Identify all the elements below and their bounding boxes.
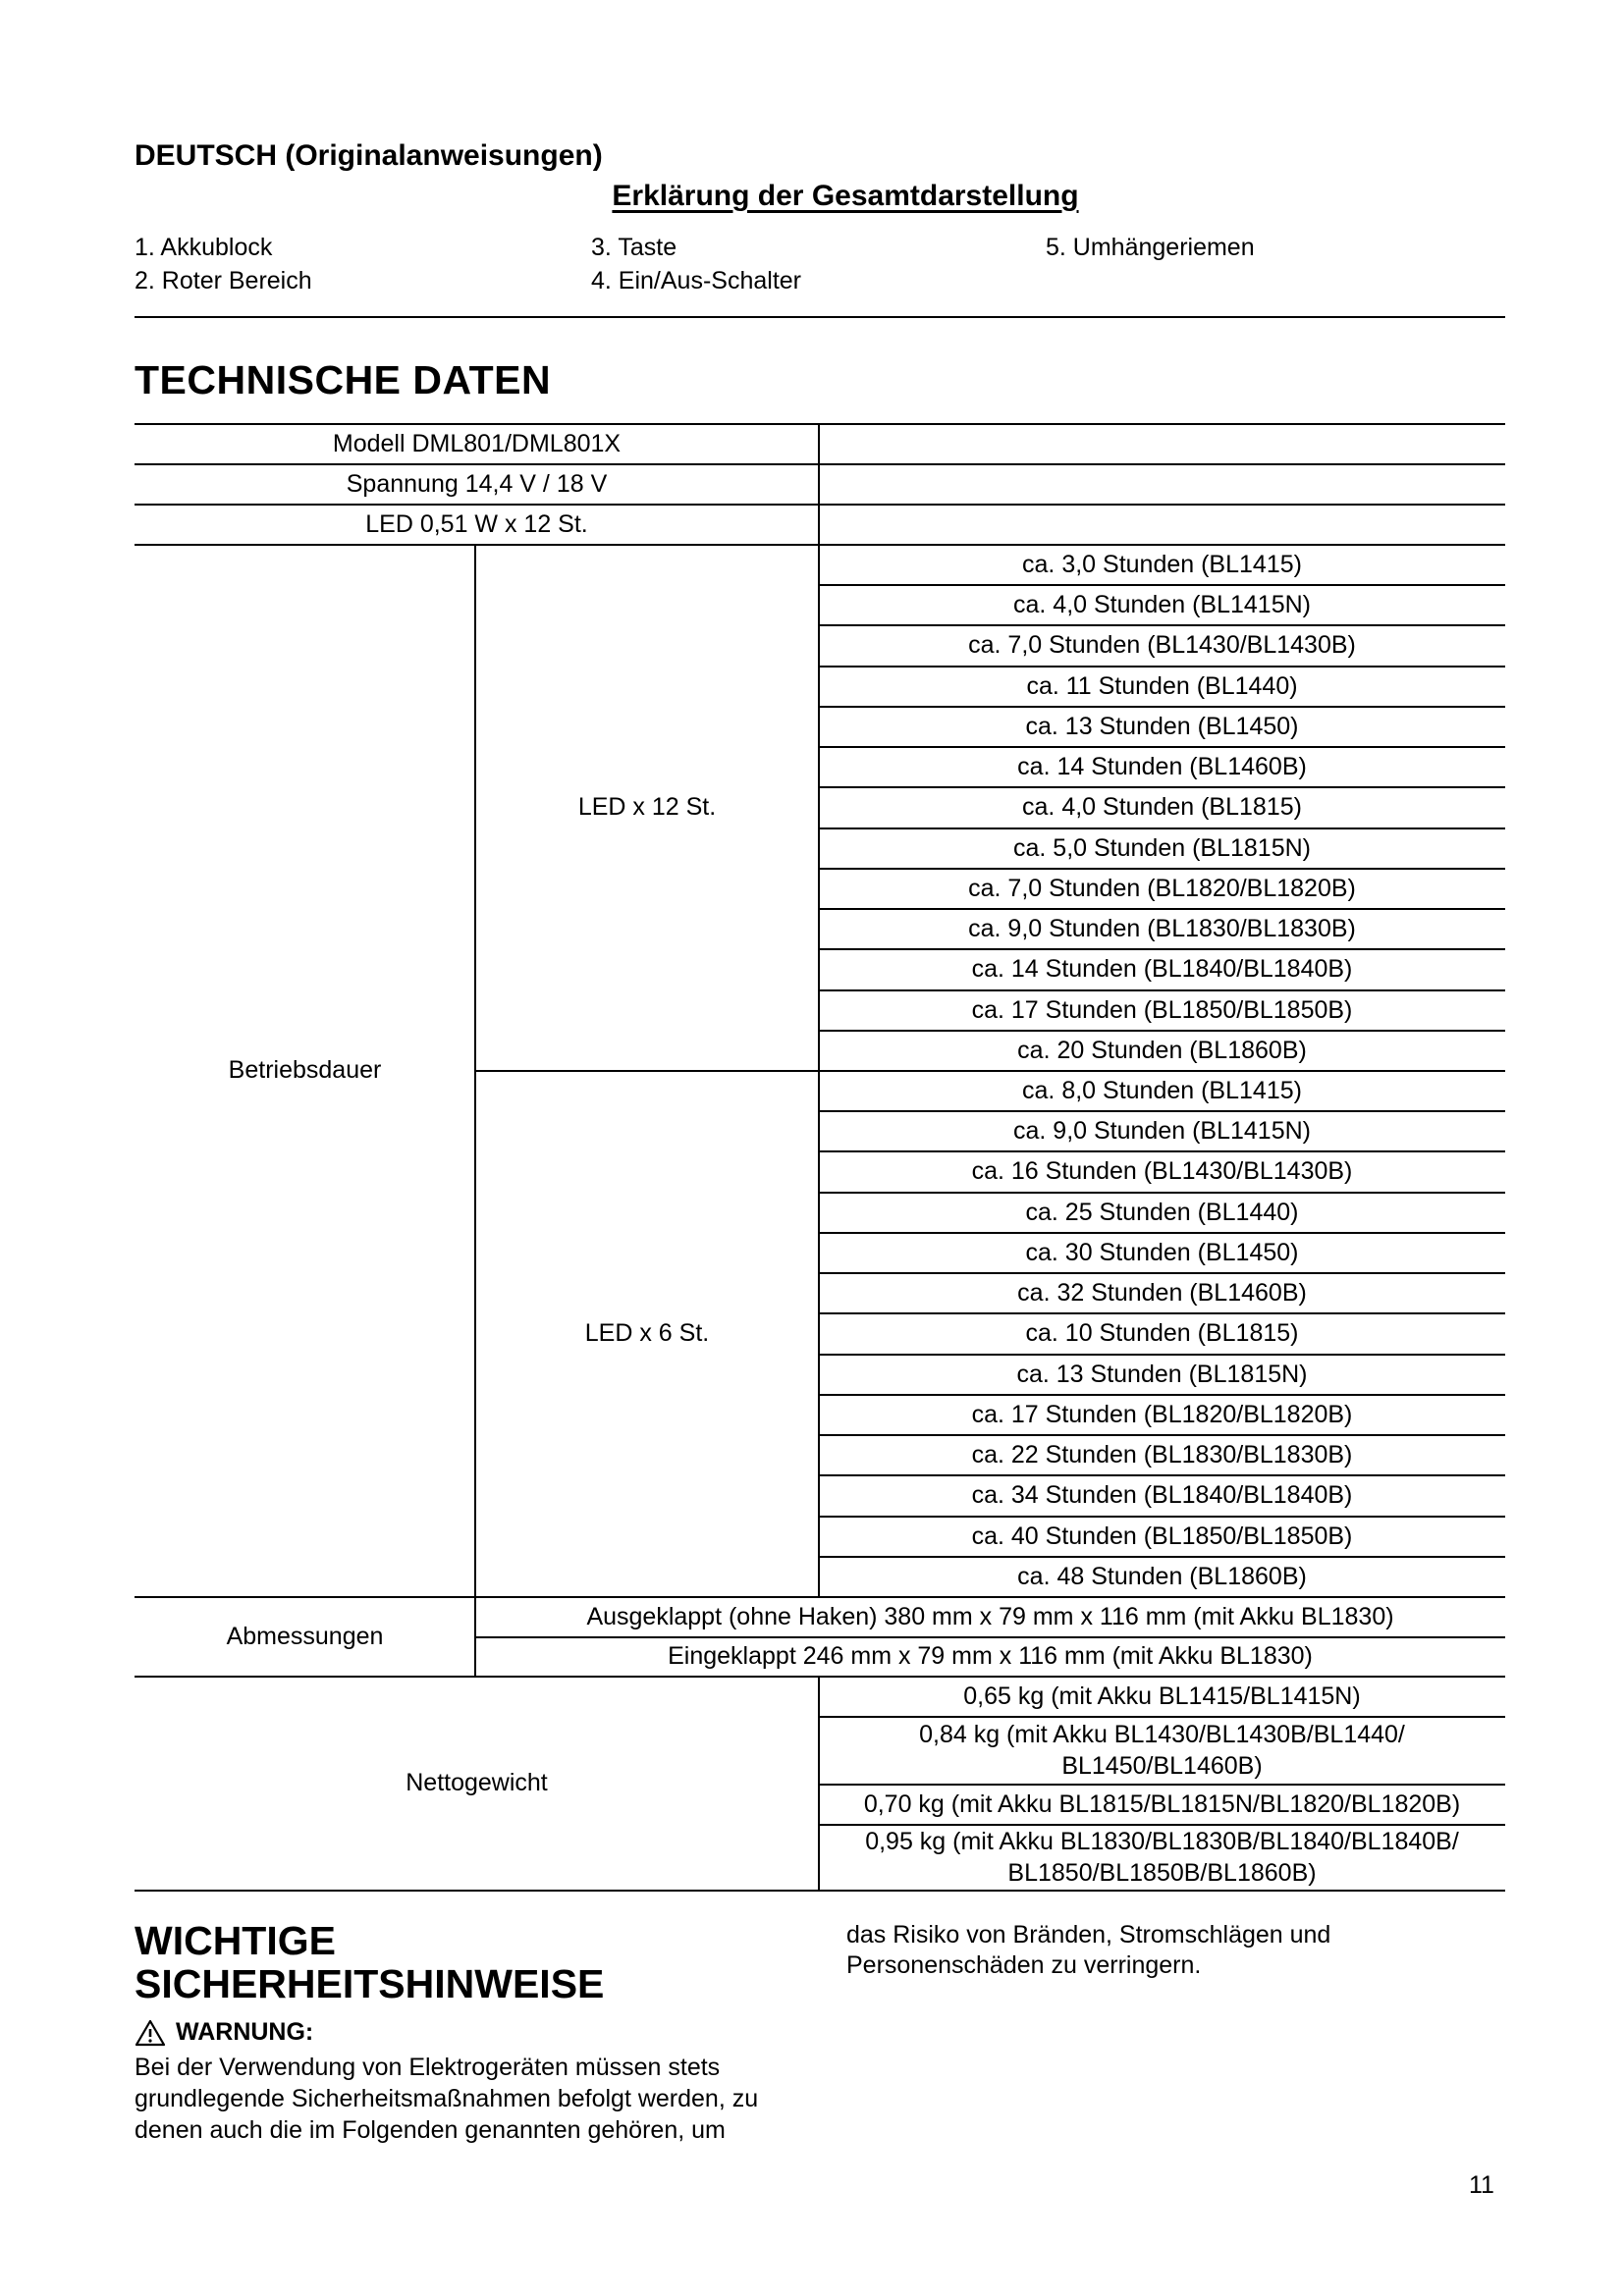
runtime-value-cell: ca. 40 Stunden (BL1850/BL1850B) <box>971 1522 1353 1550</box>
warning-label-row <box>135 2018 313 2047</box>
overview-item: 4. Ein/Aus-Schalter <box>591 267 801 294</box>
dimensions-label-cell: Abmessungen <box>226 1622 384 1650</box>
voltage-cell: Spannung 14,4 V / 18 V <box>346 469 608 498</box>
safety-heading <box>135 1919 604 2006</box>
weight-value-cell: 0,65 kg (mit Akku BL1415/BL1415N) <box>963 1682 1361 1710</box>
runtime-value-cell: ca. 4,0 Stunden (BL1415N) <box>1013 591 1311 619</box>
safety-heading-line: SICHERHEITSHINWEISE <box>135 1961 605 2007</box>
model-cell: Modell DML801/DML801X <box>332 429 622 457</box>
overview-item: 5. Umhängeriemen <box>1046 234 1255 261</box>
runtime-value-cell: ca. 25 Stunden (BL1440) <box>1025 1198 1299 1226</box>
tech-data-heading: TECHNISCHE DATEN <box>135 357 552 402</box>
overview-item: 1. Akkublock <box>135 234 273 261</box>
runtime-value-cell: ca. 8,0 Stunden (BL1415) <box>1022 1076 1302 1104</box>
overview-item: 3. Taste <box>591 234 677 261</box>
safety-heading-line: WICHTIGE <box>135 1918 336 1963</box>
dimensions-value-cell: Ausgeklappt (ohne Haken) 380 mm x 79 mm x 116 mm (mit Akku BL1830) <box>586 1602 1394 1630</box>
table-rule <box>475 1070 819 1072</box>
runtime-value-cell: ca. 7,0 Stunden (BL1820/BL1820B) <box>968 874 1356 902</box>
warning-label: WARNUNG: <box>176 2018 314 2046</box>
runtime-value-cell: ca. 48 Stunden (BL1860B) <box>1017 1562 1307 1590</box>
runtime-value-cell: ca. 13 Stunden (BL1815N) <box>1016 1360 1308 1388</box>
weight-value-cell: 0,95 kg (mit Akku BL1830/BL1830B/BL1840/BL1840B/ BL1850/BL1850B/BL1860B) <box>865 1828 1459 1887</box>
led-mode-cell: LED x 12 St. <box>577 793 717 822</box>
overview-title: Erklärung der Gesamtdarstellung <box>612 180 1079 212</box>
runtime-value-cell: ca. 17 Stunden (BL1850/BL1850B) <box>971 995 1353 1024</box>
warning-text: Bei der Verwendung von Elektrogeräten müssen stets grundlegende Sicherheitsmaßnahmen befolgt werden, zu denen auch die im Folgenden genannten gehören, um <box>135 2054 759 2144</box>
runtime-value-cell: ca. 20 Stunden (BL1860B) <box>1017 1036 1307 1064</box>
runtime-value-cell: ca. 32 Stunden (BL1460B) <box>1017 1279 1307 1308</box>
runtime-value-cell: ca. 17 Stunden (BL1820/BL1820B) <box>971 1400 1353 1428</box>
page-number: 11 <box>1469 2171 1494 2199</box>
runtime-value-cell: ca. 13 Stunden (BL1450) <box>1025 712 1299 740</box>
weight-value-cell: 0,84 kg (mit Akku BL1430/BL1430B/BL1440/ BL1450/BL1460B) <box>919 1721 1405 1780</box>
runtime-value-cell: ca. 14 Stunden (BL1460B) <box>1017 753 1307 781</box>
runtime-value-cell: ca. 4,0 Stunden (BL1815) <box>1022 793 1302 822</box>
warning-triangle-icon <box>135 2019 166 2047</box>
weight-label-cell: Nettogewicht <box>406 1769 548 1797</box>
dimensions-value-cell: Eingeklappt 246 mm x 79 mm x 116 mm (mit Akku BL1830) <box>668 1642 1313 1671</box>
runtime-value-cell: ca. 14 Stunden (BL1840/BL1840B) <box>971 955 1353 984</box>
section-divider <box>135 316 1505 318</box>
warning-text-continued: das Risiko von Bränden, Stromschlägen und Personenschäden zu verringern. <box>846 1921 1331 1979</box>
runtime-value-cell: ca. 9,0 Stunden (BL1415N) <box>1013 1117 1311 1146</box>
led-cell: LED 0,51 W x 12 St. <box>365 509 588 538</box>
runtime-value-cell: ca. 7,0 Stunden (BL1430/BL1430B) <box>968 631 1356 660</box>
runtime-value-cell: ca. 10 Stunden (BL1815) <box>1025 1319 1299 1348</box>
runtime-value-cell: ca. 34 Stunden (BL1840/BL1840B) <box>971 1481 1353 1510</box>
weight-value-cell: 0,70 kg (mit Akku BL1815/BL1815N/BL1820/BL1820B) <box>863 1789 1461 1818</box>
runtime-value-cell: ca. 3,0 Stunden (BL1415) <box>1022 550 1302 578</box>
language-heading: DEUTSCH (Originalanweisungen) <box>135 139 603 172</box>
runtime-value-cell: ca. 30 Stunden (BL1450) <box>1025 1238 1299 1266</box>
runtime-value-cell: ca. 22 Stunden (BL1830/BL1830B) <box>971 1441 1353 1469</box>
overview-item: 2. Roter Bereich <box>135 267 312 294</box>
runtime-value-cell: ca. 16 Stunden (BL1430/BL1430B) <box>971 1157 1353 1186</box>
runtime-value-cell: ca. 5,0 Stunden (BL1815N) <box>1013 833 1311 862</box>
runtime-value-cell: ca. 11 Stunden (BL1440) <box>1026 671 1298 700</box>
led-mode-cell: LED x 6 St. <box>584 1319 710 1348</box>
runtime-label-cell: Betriebsdauer <box>228 1056 382 1085</box>
spec-table <box>135 424 1505 1891</box>
runtime-value-cell: ca. 9,0 Stunden (BL1830/BL1830B) <box>968 915 1356 943</box>
